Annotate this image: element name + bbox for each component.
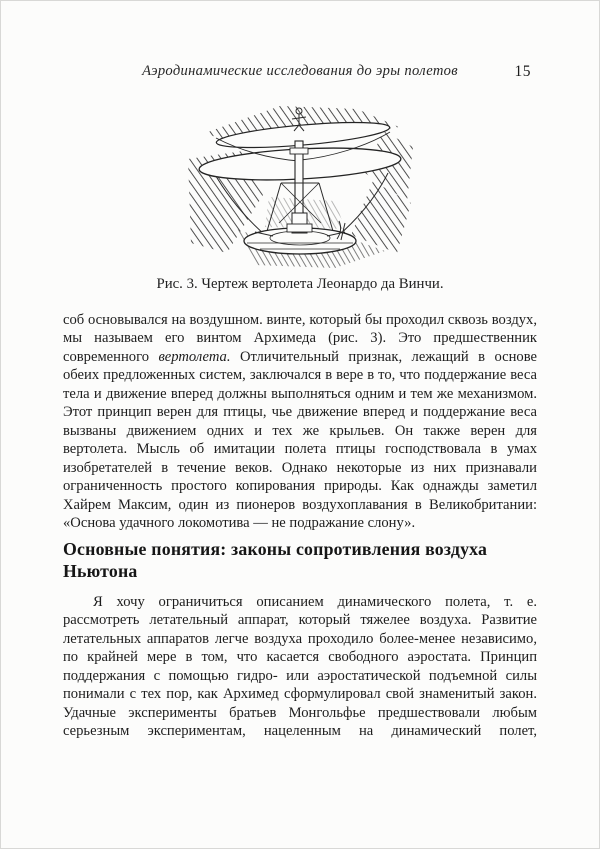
running-head [63,63,537,83]
running-title: Аэродинамические исследования до эры полетов [142,63,458,79]
paragraph-text: Отличительный признак, лежащий в основе обеих предложенных систем, заключался в вере в то, что поддержание веса тела и движение вперед должны выполняться одним и тем же механизмом. Этот принцип верен для птицы, чье движение вперед и поддержание веса вызваны движением одних и тех же крыльев. Он также верен для вертолета. Мысль об имитации полета птицы господствовала в умах изобретателей в течение веков. Однако некоторые из них признавали ограниченность простого копирования природы. Как однажды заметил Хайрем Максим, один из пионеров воздухоплавания в Великобритании: «Основа удачного локомотива — не подражание слону». [63,348,538,531]
paragraph-secondary: Я хочу ограничиться описанием динамического полета, т. е. рассмотреть летательный аппарат, который тяжелее воздуха. Развитие летательных аппаратов легче воздуха проходило более-менее независимо, по крайней мере в том, что касается свободного аэростата. Принцип поддержания с помощью гидро- или аэростатической подъемной силы понимали с тех пор, как Архимед сформулировал свой знаменитый закон. Удачные эксперименты братьев Монгольфье предшествовали любым серьезным экспериментам, нацеленным на динамический полет, [63,594,537,740]
paragraph-text: соб основывался на воздушном. винте, который бы проходил сквозь воздух, мы называем его винтом Архимеда (рис. 3). Это предшественник современного [63,312,537,365]
mast-collar [290,148,308,154]
capstan-drum [287,224,312,232]
section-heading-line2: Ньютона [63,560,138,581]
section-heading-line1: Основные понятия: законы сопротивления воздуха [63,539,488,559]
helicopter-sketch-image [185,101,417,271]
section-heading [63,539,537,582]
page-number: 15 [514,63,531,80]
figure-leonardo-helicopter [185,101,417,271]
italic-term: вертолета. [158,348,231,365]
figure-caption: Рис. 3. Чертеж вертолета Леонардо да Винчи. [156,276,444,292]
paragraph-main [63,311,537,532]
